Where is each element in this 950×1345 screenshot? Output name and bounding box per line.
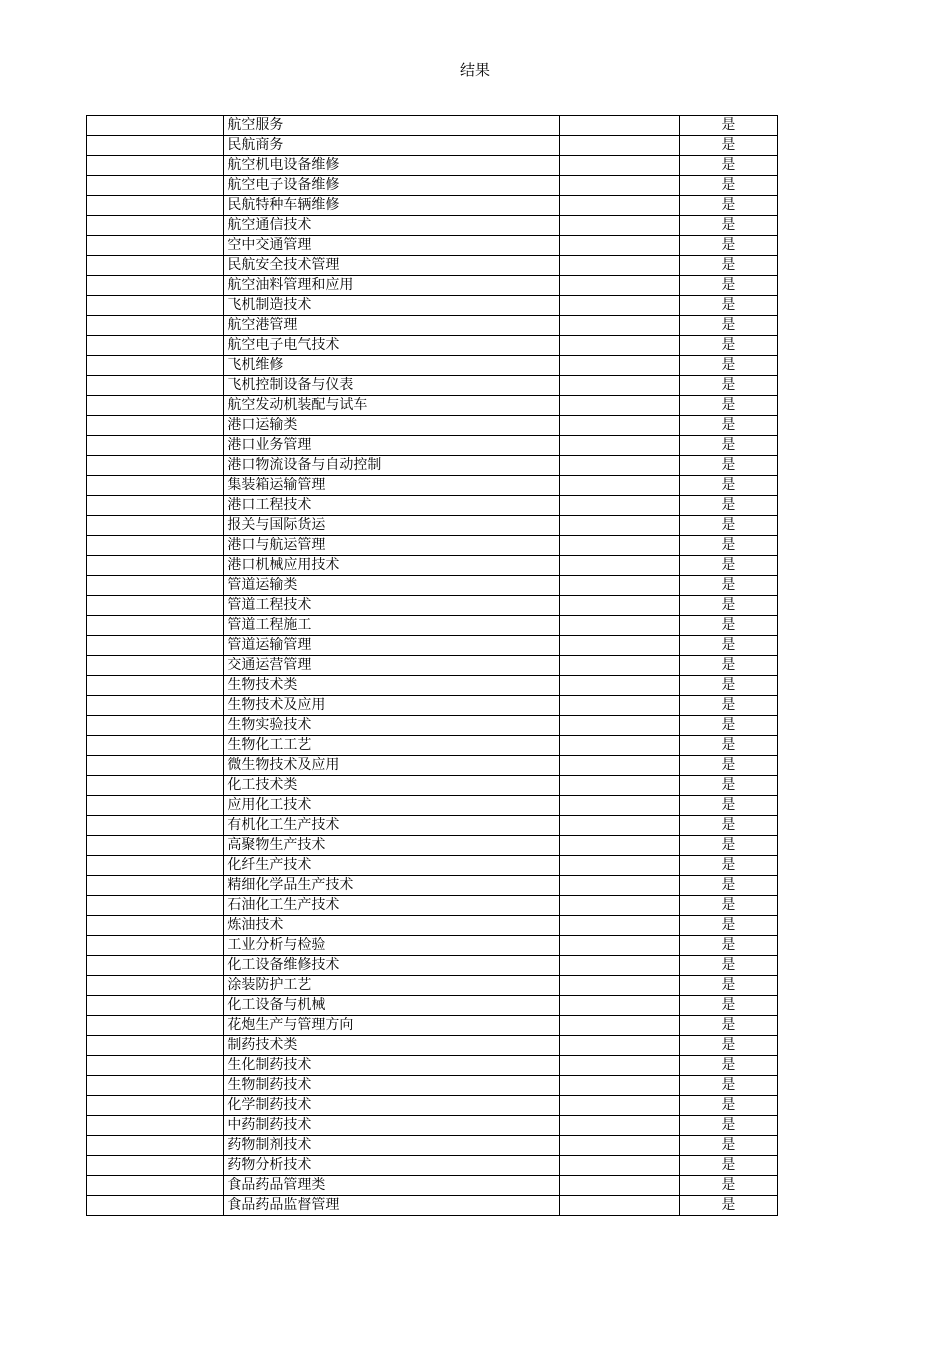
major-name-cell: 精细化学品生产技术 xyxy=(224,876,560,896)
result-cell: 是 xyxy=(679,116,777,136)
result-cell: 是 xyxy=(679,976,777,996)
empty-cell xyxy=(560,456,679,476)
empty-cell xyxy=(87,216,224,236)
empty-cell xyxy=(87,1016,224,1036)
empty-cell xyxy=(87,136,224,156)
empty-cell xyxy=(560,876,679,896)
result-cell: 是 xyxy=(679,756,777,776)
empty-cell xyxy=(560,176,679,196)
empty-cell xyxy=(87,416,224,436)
result-cell: 是 xyxy=(679,1096,777,1116)
major-name-cell: 港口机械应用技术 xyxy=(224,556,560,576)
major-name-cell: 港口与航运管理 xyxy=(224,536,560,556)
major-name-cell: 化工技术类 xyxy=(224,776,560,796)
empty-cell xyxy=(87,316,224,336)
major-name-cell: 航空通信技术 xyxy=(224,216,560,236)
major-name-cell: 药物分析技术 xyxy=(224,1156,560,1176)
result-cell: 是 xyxy=(679,436,777,456)
result-cell: 是 xyxy=(679,676,777,696)
result-cell: 是 xyxy=(679,196,777,216)
major-name-cell: 食品药品管理类 xyxy=(224,1176,560,1196)
empty-cell xyxy=(560,776,679,796)
empty-cell xyxy=(87,1196,224,1216)
major-name-cell: 化纤生产技术 xyxy=(224,856,560,876)
empty-cell xyxy=(87,556,224,576)
major-name-cell: 生物技术及应用 xyxy=(224,696,560,716)
result-cell: 是 xyxy=(679,816,777,836)
empty-cell xyxy=(560,1156,679,1176)
table-row xyxy=(87,536,778,556)
table-row xyxy=(87,176,778,196)
empty-cell xyxy=(560,396,679,416)
result-cell: 是 xyxy=(679,1016,777,1036)
table-row xyxy=(87,996,778,1016)
major-name-cell: 高聚物生产技术 xyxy=(224,836,560,856)
empty-cell xyxy=(560,416,679,436)
table-row xyxy=(87,876,778,896)
table-row xyxy=(87,436,778,456)
empty-cell xyxy=(560,256,679,276)
major-name-cell: 交通运营管理 xyxy=(224,656,560,676)
empty-cell xyxy=(87,776,224,796)
empty-cell xyxy=(560,1176,679,1196)
empty-cell xyxy=(87,1036,224,1056)
major-name-cell: 集装箱运输管理 xyxy=(224,476,560,496)
empty-cell xyxy=(560,116,679,136)
empty-cell xyxy=(87,736,224,756)
empty-cell xyxy=(560,496,679,516)
result-cell: 是 xyxy=(679,996,777,1016)
empty-cell xyxy=(87,336,224,356)
table-row xyxy=(87,1096,778,1116)
table-row xyxy=(87,276,778,296)
table-row xyxy=(87,936,778,956)
major-name-cell: 飞机维修 xyxy=(224,356,560,376)
empty-cell xyxy=(87,636,224,656)
empty-cell xyxy=(560,1116,679,1136)
empty-cell xyxy=(560,1076,679,1096)
empty-cell xyxy=(560,136,679,156)
major-name-cell: 制药技术类 xyxy=(224,1036,560,1056)
major-name-cell: 空中交通管理 xyxy=(224,236,560,256)
table-row xyxy=(87,516,778,536)
empty-cell xyxy=(560,816,679,836)
result-cell: 是 xyxy=(679,556,777,576)
table-row xyxy=(87,1196,778,1216)
empty-cell xyxy=(560,336,679,356)
empty-cell xyxy=(87,756,224,776)
major-name-cell: 飞机控制设备与仪表 xyxy=(224,376,560,396)
result-cell: 是 xyxy=(679,896,777,916)
result-cell: 是 xyxy=(679,336,777,356)
table-row xyxy=(87,256,778,276)
table-row xyxy=(87,1176,778,1196)
table-row xyxy=(87,476,778,496)
major-name-cell: 航空发动机装配与试车 xyxy=(224,396,560,416)
results-table xyxy=(86,115,778,1216)
empty-cell xyxy=(560,756,679,776)
major-name-cell: 管道工程技术 xyxy=(224,596,560,616)
table-row xyxy=(87,656,778,676)
empty-cell xyxy=(87,476,224,496)
table-row xyxy=(87,816,778,836)
table-row xyxy=(87,196,778,216)
table-row xyxy=(87,1076,778,1096)
major-name-cell: 工业分析与检验 xyxy=(224,936,560,956)
empty-cell xyxy=(87,716,224,736)
table-row xyxy=(87,836,778,856)
empty-cell xyxy=(560,716,679,736)
major-name-cell: 航空电子电气技术 xyxy=(224,336,560,356)
major-name-cell: 航空港管理 xyxy=(224,316,560,336)
table-row xyxy=(87,736,778,756)
major-name-cell: 化学制药技术 xyxy=(224,1096,560,1116)
result-cell: 是 xyxy=(679,1056,777,1076)
result-cell: 是 xyxy=(679,156,777,176)
major-name-cell: 食品药品监督管理 xyxy=(224,1196,560,1216)
result-cell: 是 xyxy=(679,236,777,256)
result-cell: 是 xyxy=(679,136,777,156)
table-row xyxy=(87,336,778,356)
empty-cell xyxy=(87,1116,224,1136)
major-name-cell: 航空机电设备维修 xyxy=(224,156,560,176)
result-cell: 是 xyxy=(679,796,777,816)
table-row xyxy=(87,416,778,436)
empty-cell xyxy=(560,896,679,916)
empty-cell xyxy=(87,296,224,316)
major-name-cell: 应用化工技术 xyxy=(224,796,560,816)
empty-cell xyxy=(560,1136,679,1156)
result-cell: 是 xyxy=(679,936,777,956)
major-name-cell: 港口业务管理 xyxy=(224,436,560,456)
empty-cell xyxy=(560,1036,679,1056)
major-name-cell: 民航安全技术管理 xyxy=(224,256,560,276)
empty-cell xyxy=(560,676,679,696)
major-name-cell: 民航商务 xyxy=(224,136,560,156)
table-row xyxy=(87,1156,778,1176)
table-row xyxy=(87,116,778,136)
empty-cell xyxy=(560,836,679,856)
empty-cell xyxy=(560,296,679,316)
empty-cell xyxy=(560,1016,679,1036)
result-cell: 是 xyxy=(679,1036,777,1056)
table-row xyxy=(87,1116,778,1136)
major-name-cell: 管道工程施工 xyxy=(224,616,560,636)
empty-cell xyxy=(87,796,224,816)
major-name-cell: 生物制药技术 xyxy=(224,1076,560,1096)
result-cell: 是 xyxy=(679,876,777,896)
empty-cell xyxy=(560,696,679,716)
empty-cell xyxy=(87,156,224,176)
table-row xyxy=(87,596,778,616)
empty-cell xyxy=(560,356,679,376)
result-cell: 是 xyxy=(679,516,777,536)
table-row xyxy=(87,316,778,336)
result-cell: 是 xyxy=(679,856,777,876)
results-table-body xyxy=(87,116,778,1216)
empty-cell xyxy=(87,876,224,896)
major-name-cell: 涂装防护工艺 xyxy=(224,976,560,996)
empty-cell xyxy=(87,536,224,556)
empty-cell xyxy=(560,976,679,996)
result-cell: 是 xyxy=(679,496,777,516)
result-cell: 是 xyxy=(679,316,777,336)
major-name-cell: 港口运输类 xyxy=(224,416,560,436)
major-name-cell: 飞机制造技术 xyxy=(224,296,560,316)
empty-cell xyxy=(87,256,224,276)
result-cell: 是 xyxy=(679,376,777,396)
table-row xyxy=(87,796,778,816)
table-row xyxy=(87,496,778,516)
major-name-cell: 航空电子设备维修 xyxy=(224,176,560,196)
major-name-cell: 港口工程技术 xyxy=(224,496,560,516)
major-name-cell: 生化制药技术 xyxy=(224,1056,560,1076)
result-cell: 是 xyxy=(679,656,777,676)
empty-cell xyxy=(87,376,224,396)
empty-cell xyxy=(87,596,224,616)
empty-cell xyxy=(87,196,224,216)
major-name-cell: 石油化工生产技术 xyxy=(224,896,560,916)
empty-cell xyxy=(560,216,679,236)
empty-cell xyxy=(87,1176,224,1196)
major-name-cell: 化工设备与机械 xyxy=(224,996,560,1016)
page-title: 结果 xyxy=(459,61,490,79)
major-name-cell: 生物化工工艺 xyxy=(224,736,560,756)
table-row xyxy=(87,676,778,696)
empty-cell xyxy=(560,536,679,556)
empty-cell xyxy=(560,376,679,396)
empty-cell xyxy=(560,516,679,536)
empty-cell xyxy=(560,1056,679,1076)
empty-cell xyxy=(87,456,224,476)
table-row xyxy=(87,856,778,876)
empty-cell xyxy=(560,1096,679,1116)
empty-cell xyxy=(560,856,679,876)
result-cell: 是 xyxy=(679,956,777,976)
empty-cell xyxy=(560,596,679,616)
empty-cell xyxy=(87,576,224,596)
table-row xyxy=(87,916,778,936)
empty-cell xyxy=(87,1076,224,1096)
result-cell: 是 xyxy=(679,596,777,616)
empty-cell xyxy=(560,796,679,816)
major-name-cell: 民航特种车辆维修 xyxy=(224,196,560,216)
major-name-cell: 管道运输类 xyxy=(224,576,560,596)
empty-cell xyxy=(87,916,224,936)
empty-cell xyxy=(560,316,679,336)
result-cell: 是 xyxy=(679,1116,777,1136)
major-name-cell: 有机化工生产技术 xyxy=(224,816,560,836)
result-cell: 是 xyxy=(679,696,777,716)
major-name-cell: 生物技术类 xyxy=(224,676,560,696)
empty-cell xyxy=(560,576,679,596)
table-row xyxy=(87,976,778,996)
table-row xyxy=(87,1036,778,1056)
empty-cell xyxy=(87,816,224,836)
major-name-cell: 航空油料管理和应用 xyxy=(224,276,560,296)
major-name-cell: 中药制药技术 xyxy=(224,1116,560,1136)
result-cell: 是 xyxy=(679,416,777,436)
table-row xyxy=(87,236,778,256)
empty-cell xyxy=(87,516,224,536)
table-row xyxy=(87,376,778,396)
empty-cell xyxy=(87,896,224,916)
result-cell: 是 xyxy=(679,716,777,736)
empty-cell xyxy=(560,556,679,576)
empty-cell xyxy=(87,276,224,296)
result-cell: 是 xyxy=(679,1176,777,1196)
empty-cell xyxy=(560,736,679,756)
table-row xyxy=(87,636,778,656)
table-row xyxy=(87,136,778,156)
empty-cell xyxy=(560,956,679,976)
result-cell: 是 xyxy=(679,1156,777,1176)
table-row xyxy=(87,896,778,916)
major-name-cell: 报关与国际货运 xyxy=(224,516,560,536)
result-cell: 是 xyxy=(679,776,777,796)
major-name-cell: 药物制剂技术 xyxy=(224,1136,560,1156)
empty-cell xyxy=(560,436,679,456)
empty-cell xyxy=(87,236,224,256)
result-cell: 是 xyxy=(679,276,777,296)
major-name-cell: 花炮生产与管理方向 xyxy=(224,1016,560,1036)
result-cell: 是 xyxy=(679,1136,777,1156)
empty-cell xyxy=(87,356,224,376)
table-row xyxy=(87,576,778,596)
empty-cell xyxy=(87,116,224,136)
table-row xyxy=(87,756,778,776)
empty-cell xyxy=(87,436,224,456)
result-cell: 是 xyxy=(679,536,777,556)
result-cell: 是 xyxy=(679,176,777,196)
table-row xyxy=(87,556,778,576)
major-name-cell: 化工设备维修技术 xyxy=(224,956,560,976)
result-cell: 是 xyxy=(679,1076,777,1096)
result-cell: 是 xyxy=(679,916,777,936)
empty-cell xyxy=(87,396,224,416)
result-cell: 是 xyxy=(679,576,777,596)
table-row xyxy=(87,716,778,736)
empty-cell xyxy=(87,176,224,196)
major-name-cell: 港口物流设备与自动控制 xyxy=(224,456,560,476)
table-row xyxy=(87,1016,778,1036)
empty-cell xyxy=(560,636,679,656)
result-cell: 是 xyxy=(679,216,777,236)
table-row xyxy=(87,1056,778,1076)
empty-cell xyxy=(87,1156,224,1176)
result-cell: 是 xyxy=(679,616,777,636)
table-row xyxy=(87,616,778,636)
empty-cell xyxy=(87,1096,224,1116)
result-cell: 是 xyxy=(679,396,777,416)
empty-cell xyxy=(560,276,679,296)
result-cell: 是 xyxy=(679,476,777,496)
empty-cell xyxy=(87,616,224,636)
table-row xyxy=(87,296,778,316)
empty-cell xyxy=(560,236,679,256)
result-cell: 是 xyxy=(679,296,777,316)
major-name-cell: 管道运输管理 xyxy=(224,636,560,656)
major-name-cell: 炼油技术 xyxy=(224,916,560,936)
result-cell: 是 xyxy=(679,256,777,276)
major-name-cell: 航空服务 xyxy=(224,116,560,136)
empty-cell xyxy=(560,156,679,176)
result-cell: 是 xyxy=(679,456,777,476)
empty-cell xyxy=(87,936,224,956)
empty-cell xyxy=(560,196,679,216)
major-name-cell: 生物实验技术 xyxy=(224,716,560,736)
table-row xyxy=(87,216,778,236)
result-cell: 是 xyxy=(679,836,777,856)
table-row xyxy=(87,696,778,716)
table-row xyxy=(87,956,778,976)
table-row xyxy=(87,456,778,476)
result-cell: 是 xyxy=(679,636,777,656)
empty-cell xyxy=(87,696,224,716)
empty-cell xyxy=(560,916,679,936)
empty-cell xyxy=(87,1056,224,1076)
table-row xyxy=(87,156,778,176)
table-row xyxy=(87,1136,778,1156)
major-name-cell: 微生物技术及应用 xyxy=(224,756,560,776)
table-row xyxy=(87,396,778,416)
result-cell: 是 xyxy=(679,736,777,756)
empty-cell xyxy=(87,996,224,1016)
empty-cell xyxy=(87,976,224,996)
empty-cell xyxy=(87,856,224,876)
table-row xyxy=(87,776,778,796)
empty-cell xyxy=(87,956,224,976)
table-row xyxy=(87,356,778,376)
result-cell: 是 xyxy=(679,1196,777,1216)
empty-cell xyxy=(560,1196,679,1216)
empty-cell xyxy=(87,676,224,696)
empty-cell xyxy=(87,836,224,856)
empty-cell xyxy=(87,656,224,676)
empty-cell xyxy=(87,1136,224,1156)
empty-cell xyxy=(560,476,679,496)
empty-cell xyxy=(87,496,224,516)
empty-cell xyxy=(560,936,679,956)
empty-cell xyxy=(560,616,679,636)
empty-cell xyxy=(560,656,679,676)
empty-cell xyxy=(560,996,679,1016)
result-cell: 是 xyxy=(679,356,777,376)
